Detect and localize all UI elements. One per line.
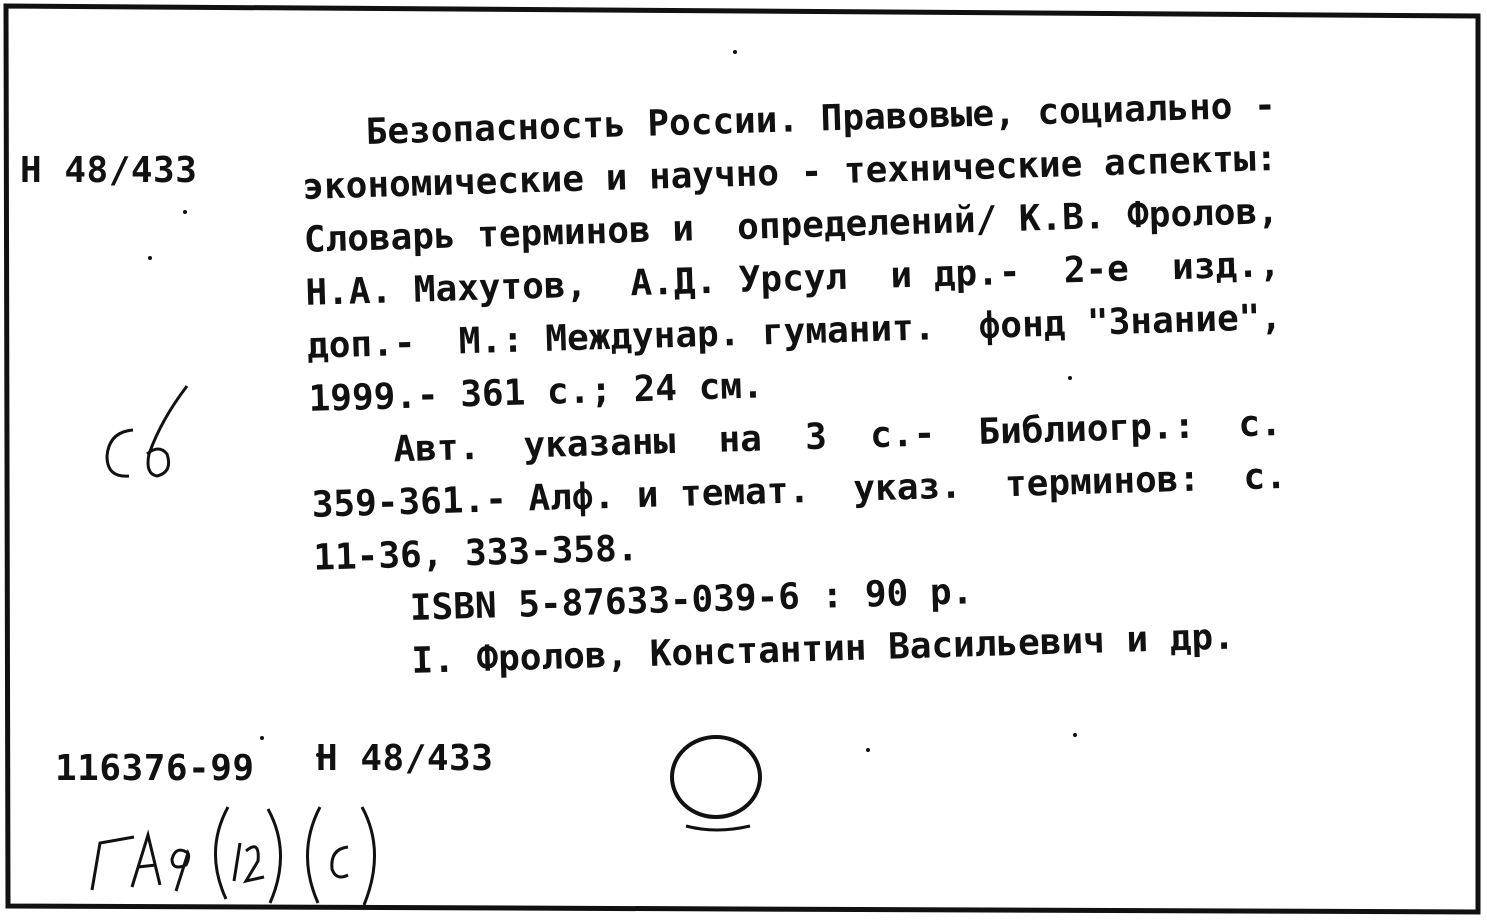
record-line-8: 359-361.- Алф. и темат. указ. терминов: с. [311,455,1288,526]
record-line-11: I. Фролов, Константин Васильевич и др. [345,616,1236,684]
handwritten-code [80,795,400,910]
record-line-6: 1999.- 361 с.; 24 см. [308,365,765,420]
record-line-1: Безопасность России. Правовые, социально - [365,85,1277,154]
record-line-7: Авт. указаны на 3 с.- Библиогр.: с. [349,403,1283,472]
bibliographic-record [300,75,1427,691]
record-line-3: Словарь терминов и определений/ К.В. Фролов, [303,191,1280,261]
record-line-4: Н.А. Махутов, А.Д. Урсул и др.- 2-е изд., [304,243,1282,314]
record-line-5: доп.- М.: Междунар. гуманит. фонд "Знание", [306,296,1283,367]
record-line-2: экономические и научно - технические аспекты: [301,138,1278,208]
inventory-number: 116376-99 [55,748,255,789]
record-line-10: ISBN 5-87633-039-6 : 90 р. [344,571,974,631]
call-number-top: Н 48/433 [20,150,198,191]
call-number-bottom: Н 48/433 [316,738,494,779]
record-line-9: 11-36, 333-358. [312,528,639,579]
handwritten-mark-left [95,378,205,498]
punch-hole-circle [672,737,760,817]
